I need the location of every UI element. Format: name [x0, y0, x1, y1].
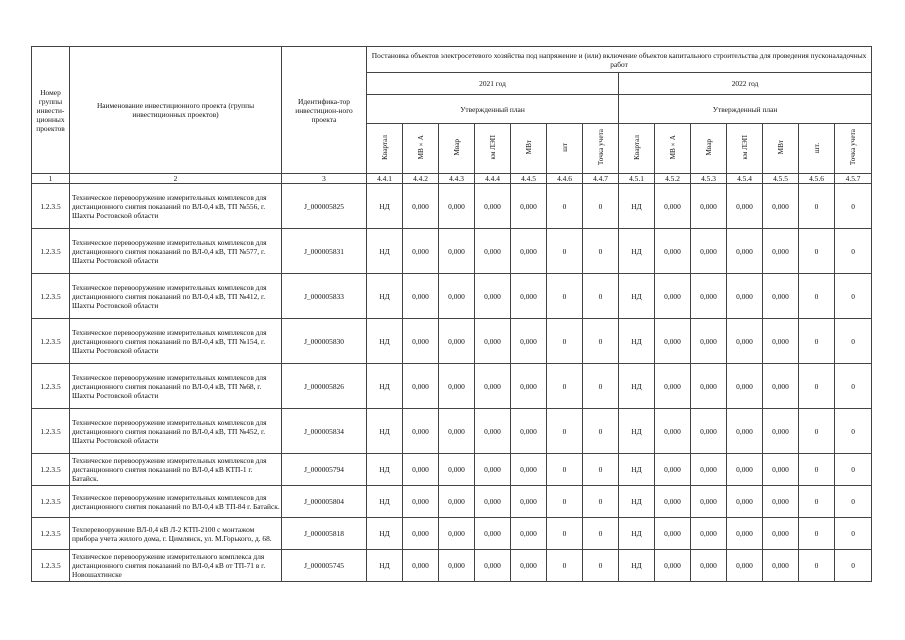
- row-value: 0,000: [691, 364, 727, 409]
- row-value: 0: [547, 409, 583, 454]
- row-value: 0: [835, 550, 872, 582]
- row-value: 0: [799, 486, 835, 518]
- row-value: 0,000: [403, 409, 439, 454]
- row-project-name: Техническое перевооружение измерительных комплексов для дистанционного снятия показаний по ВЛ-0,4 кВ, ТП №68, г. Шахты Ростовской области: [70, 364, 282, 409]
- row-value: 0,000: [439, 409, 475, 454]
- row-value: 0,000: [691, 184, 727, 229]
- row-project-name: Техническое перевооружение измерительных комплексов для дистанционного снятия показаний по ВЛ-0,4 кВ КТП-1 г. Батайск.: [70, 454, 282, 486]
- row-value: 0,000: [763, 409, 799, 454]
- header-unit-label: шт.: [812, 142, 821, 153]
- header-unit-2022-7: [835, 124, 872, 174]
- row-group-number: 1.2.3.5: [32, 409, 70, 454]
- row-value: 0,000: [727, 409, 763, 454]
- row-identifier: J_000005833: [282, 274, 367, 319]
- row-value: 0,000: [763, 229, 799, 274]
- row-value: НД: [619, 486, 655, 518]
- row-value: 0: [799, 550, 835, 582]
- row-value: 0,000: [403, 518, 439, 550]
- row-value: 0: [547, 274, 583, 319]
- row-value: 0,000: [655, 454, 691, 486]
- row-project-name: Техперевооружение ВЛ-0,4 кВ Л-2 КТП-2100 с монтажом прибора учета жилого дома, г. Цимлянск, ул. М.Горького, д. 68.: [70, 518, 282, 550]
- row-value: НД: [619, 454, 655, 486]
- row-value: 0: [835, 229, 872, 274]
- header-unit-2021-1: [367, 124, 403, 174]
- row-value: 0: [547, 229, 583, 274]
- row-value: НД: [619, 274, 655, 319]
- row-value: 0: [547, 518, 583, 550]
- row-value: 0,000: [475, 319, 511, 364]
- row-value: 0: [835, 518, 872, 550]
- row-identifier: J_000005831: [282, 229, 367, 274]
- row-value: 0,000: [655, 184, 691, 229]
- row-identifier: J_000005826: [282, 364, 367, 409]
- row-value: 0: [547, 550, 583, 582]
- row-value: 0: [547, 184, 583, 229]
- header-unit-2021-5: [511, 124, 547, 174]
- header-unit-2021-6: [547, 124, 583, 174]
- row-value: 0,000: [475, 274, 511, 319]
- column-index: 4.4.2: [403, 174, 439, 184]
- table-row: [32, 550, 872, 582]
- row-value: 0,000: [511, 319, 547, 364]
- row-value: НД: [619, 518, 655, 550]
- row-value: 0,000: [511, 518, 547, 550]
- row-value: 0,000: [475, 409, 511, 454]
- row-value: 0: [799, 319, 835, 364]
- column-index: 4.5.4: [727, 174, 763, 184]
- header-plan-2022: Утвержденный план: [619, 95, 872, 124]
- row-value: 0,000: [511, 184, 547, 229]
- row-value: 0: [799, 518, 835, 550]
- row-value: 0,000: [655, 274, 691, 319]
- header-main: Постановка объектов электросетевого хозяйства под напряжение и (или) включение объектов капитального строительства для проведения пусконаладочных работ: [367, 47, 872, 73]
- header-unit-2022-2: [655, 124, 691, 174]
- row-value: 0: [835, 486, 872, 518]
- row-value: 0,000: [727, 319, 763, 364]
- column-index: 2: [70, 174, 282, 184]
- row-value: 0,000: [655, 364, 691, 409]
- header-plan-2021: Утвержденный план: [367, 95, 619, 124]
- column-index: 4.4.5: [511, 174, 547, 184]
- row-project-name: Техническое перевооружение измерительного комплекса для дистанционного снятия показаний по ВЛ-0,4 кВ от ТП-71 в г. Новошахтинске: [70, 550, 282, 582]
- header-unit-label: МВ×А: [416, 135, 425, 160]
- investment-table: [31, 46, 872, 582]
- header-unit-label: МВ×А: [668, 135, 677, 160]
- row-value: 0: [583, 409, 619, 454]
- row-project-name: Техническое перевооружение измерительных комплексов для дистанционного снятия показаний по ВЛ-0,4 кВ, ТП №556, г. Шахты Ростовской области: [70, 184, 282, 229]
- header-unit-label: Квартал: [380, 135, 389, 160]
- row-value: НД: [619, 550, 655, 582]
- row-value: 0,000: [475, 184, 511, 229]
- row-value: 0: [835, 409, 872, 454]
- row-group-number: 1.2.3.5: [32, 550, 70, 582]
- row-value: 0: [799, 274, 835, 319]
- row-value: 0: [583, 319, 619, 364]
- row-identifier: J_000005818: [282, 518, 367, 550]
- column-index: 1: [32, 174, 70, 184]
- row-group-number: 1.2.3.5: [32, 229, 70, 274]
- row-value: 0: [583, 486, 619, 518]
- row-group-number: 1.2.3.5: [32, 319, 70, 364]
- row-value: 0,000: [655, 229, 691, 274]
- header-unit-label: Квартал: [632, 135, 641, 160]
- row-value: НД: [619, 229, 655, 274]
- column-index: 4.5.2: [655, 174, 691, 184]
- row-group-number: 1.2.3.5: [32, 454, 70, 486]
- row-value: 0,000: [655, 550, 691, 582]
- row-value: 0,000: [475, 454, 511, 486]
- row-value: НД: [367, 550, 403, 582]
- table-row: [32, 229, 872, 274]
- row-value: 0,000: [403, 274, 439, 319]
- row-value: 0: [583, 184, 619, 229]
- column-index: 4.4.6: [547, 174, 583, 184]
- header-unit-2022-5: [763, 124, 799, 174]
- row-value: 0,000: [475, 486, 511, 518]
- row-value: 0,000: [439, 229, 475, 274]
- row-identifier: J_000005825: [282, 184, 367, 229]
- row-group-number: 1.2.3.5: [32, 364, 70, 409]
- header-group-number: Номер группы инвести-ционных проектов: [32, 47, 70, 174]
- row-value: НД: [367, 486, 403, 518]
- header-unit-label: км ЛЭП: [488, 135, 497, 160]
- row-value: 0,000: [655, 409, 691, 454]
- row-value: 0,000: [403, 184, 439, 229]
- column-index: 4.4.1: [367, 174, 403, 184]
- table-row: [32, 274, 872, 319]
- row-value: 0,000: [691, 274, 727, 319]
- row-value: НД: [367, 518, 403, 550]
- header-unit-2021-3: [439, 124, 475, 174]
- header-unit-2022-3: [691, 124, 727, 174]
- row-identifier: J_000005794: [282, 454, 367, 486]
- header-identifier: Идентифика-тор инвестицион-ного проекта: [282, 47, 367, 174]
- row-value: 0,000: [511, 409, 547, 454]
- header-unit-2021-4: [475, 124, 511, 174]
- table-row: [32, 319, 872, 364]
- row-value: 0,000: [691, 550, 727, 582]
- header-unit-label: Точка учета: [596, 129, 605, 166]
- row-value: 0,000: [691, 486, 727, 518]
- row-value: 0,000: [439, 486, 475, 518]
- row-value: 0: [799, 229, 835, 274]
- header-unit-label: МВт: [776, 140, 785, 155]
- row-value: 0,000: [511, 274, 547, 319]
- row-value: 0,000: [763, 184, 799, 229]
- header-unit-label: шт: [560, 143, 569, 152]
- row-value: 0,000: [475, 518, 511, 550]
- row-value: 0,000: [655, 518, 691, 550]
- row-value: 0: [799, 364, 835, 409]
- row-value: 0,000: [403, 550, 439, 582]
- row-value: 0,000: [727, 454, 763, 486]
- header-unit-label: МВт: [524, 140, 533, 155]
- row-value: 0: [799, 409, 835, 454]
- row-identifier: J_000005804: [282, 486, 367, 518]
- row-value: 0,000: [655, 486, 691, 518]
- column-index: 4.5.7: [835, 174, 872, 184]
- row-group-number: 1.2.3.5: [32, 184, 70, 229]
- row-value: 0: [583, 454, 619, 486]
- column-index: 4.4.4: [475, 174, 511, 184]
- header-unit-label: Точка учета: [849, 129, 858, 166]
- header-unit-2021-7: [583, 124, 619, 174]
- row-value: 0: [547, 319, 583, 364]
- row-value: НД: [619, 364, 655, 409]
- header-unit-2022-1: [619, 124, 655, 174]
- row-value: 0,000: [763, 274, 799, 319]
- column-index: 4.4.7: [583, 174, 619, 184]
- row-value: 0: [547, 486, 583, 518]
- table-row: [32, 409, 872, 454]
- row-value: 0,000: [439, 319, 475, 364]
- row-project-name: Техническое перевооружение измерительных комплексов для дистанционного снятия показаний по ВЛ-0,4 кВ, ТП №412, г. Шахты Ростовской области: [70, 274, 282, 319]
- row-value: 0: [835, 319, 872, 364]
- row-value: 0,000: [727, 229, 763, 274]
- row-value: НД: [367, 319, 403, 364]
- row-value: 0,000: [511, 229, 547, 274]
- row-value: 0,000: [511, 364, 547, 409]
- row-value: 0,000: [691, 518, 727, 550]
- row-value: 0,000: [727, 518, 763, 550]
- row-value: 0: [835, 184, 872, 229]
- row-value: 0,000: [691, 454, 727, 486]
- row-value: НД: [367, 454, 403, 486]
- row-value: 0,000: [439, 184, 475, 229]
- header-year-2021: 2021 год: [367, 73, 619, 95]
- header-unit-label: Мвар: [452, 139, 461, 156]
- row-value: 0,000: [403, 454, 439, 486]
- row-value: НД: [367, 184, 403, 229]
- row-value: 0,000: [511, 486, 547, 518]
- row-group-number: 1.2.3.5: [32, 486, 70, 518]
- row-value: 0,000: [763, 518, 799, 550]
- column-index: 4.5.6: [799, 174, 835, 184]
- row-value: 0,000: [511, 550, 547, 582]
- row-value: 0: [583, 229, 619, 274]
- row-value: 0: [799, 184, 835, 229]
- row-value: 0: [547, 454, 583, 486]
- row-value: 0,000: [439, 364, 475, 409]
- row-value: 0: [835, 274, 872, 319]
- row-value: 0,000: [727, 184, 763, 229]
- row-identifier: J_000005834: [282, 409, 367, 454]
- row-value: 0,000: [763, 550, 799, 582]
- row-value: НД: [619, 184, 655, 229]
- row-value: 0,000: [475, 364, 511, 409]
- row-value: 0,000: [691, 319, 727, 364]
- row-value: НД: [367, 229, 403, 274]
- table-row: [32, 486, 872, 518]
- row-value: 0,000: [403, 486, 439, 518]
- row-value: 0: [583, 364, 619, 409]
- column-index: 4.4.3: [439, 174, 475, 184]
- row-value: 0,000: [475, 550, 511, 582]
- column-index: 4.5.5: [763, 174, 799, 184]
- header-year-2022: 2022 год: [619, 73, 872, 95]
- row-value: 0: [547, 364, 583, 409]
- row-value: 0,000: [763, 364, 799, 409]
- row-value: НД: [619, 409, 655, 454]
- row-value: 0,000: [439, 454, 475, 486]
- header-unit-label: км ЛЭП: [740, 135, 749, 160]
- row-value: 0,000: [655, 319, 691, 364]
- row-project-name: Техническое перевооружение измерительных комплексов для дистанционного снятия показаний по ВЛ-0,4 кВ, ТП №577, г. Шахты Ростовской области: [70, 229, 282, 274]
- row-value: 0: [835, 364, 872, 409]
- row-value: 0: [835, 454, 872, 486]
- row-value: 0,000: [691, 229, 727, 274]
- column-index: 3: [282, 174, 367, 184]
- row-identifier: J_000005745: [282, 550, 367, 582]
- row-value: 0,000: [511, 454, 547, 486]
- header-unit-2021-2: [403, 124, 439, 174]
- row-value: 0,000: [763, 486, 799, 518]
- row-value: 0: [583, 518, 619, 550]
- column-index: 4.5.1: [619, 174, 655, 184]
- row-value: 0,000: [727, 550, 763, 582]
- row-value: НД: [367, 274, 403, 319]
- row-project-name: Техническое перевооружение измерительных комплексов для дистанционного снятия показаний по ВЛ-0,4 кВ, ТП №154, г. Шахты Ростовской области: [70, 319, 282, 364]
- row-value: 0: [799, 454, 835, 486]
- row-value: 0,000: [691, 409, 727, 454]
- row-value: 0,000: [403, 364, 439, 409]
- row-value: НД: [367, 364, 403, 409]
- row-value: 0,000: [763, 454, 799, 486]
- table-row: [32, 518, 872, 550]
- row-value: 0: [583, 274, 619, 319]
- row-group-number: 1.2.3.5: [32, 518, 70, 550]
- column-index: 4.5.3: [691, 174, 727, 184]
- row-value: 0: [583, 550, 619, 582]
- row-value: 0,000: [439, 550, 475, 582]
- row-value: НД: [367, 409, 403, 454]
- table-row: [32, 454, 872, 486]
- row-value: 0,000: [763, 319, 799, 364]
- row-identifier: J_000005830: [282, 319, 367, 364]
- row-value: 0,000: [727, 274, 763, 319]
- row-project-name: Техническое перевооружение измерительных комплексов для дистанционного снятия показаний по ВЛ-0,4 кВ ТП-84 г. Батайск.: [70, 486, 282, 518]
- header-unit-2022-4: [727, 124, 763, 174]
- row-value: 0,000: [475, 229, 511, 274]
- header-unit-label: Мвар: [704, 139, 713, 156]
- row-value: 0,000: [439, 274, 475, 319]
- row-value: 0,000: [403, 229, 439, 274]
- header-project-name: Наименование инвестиционного проекта (группы инвестиционных проектов): [70, 47, 282, 174]
- table-row: [32, 184, 872, 229]
- row-value: 0,000: [727, 486, 763, 518]
- row-project-name: Техническое перевооружение измерительных комплексов для дистанционного снятия показаний по ВЛ-0,4 кВ, ТП №452, г. Шахты Ростовской области: [70, 409, 282, 454]
- row-group-number: 1.2.3.5: [32, 274, 70, 319]
- row-value: НД: [619, 319, 655, 364]
- row-value: 0,000: [403, 319, 439, 364]
- table-row: [32, 364, 872, 409]
- header-unit-2022-6: [799, 124, 835, 174]
- row-value: 0,000: [727, 364, 763, 409]
- row-value: 0,000: [439, 518, 475, 550]
